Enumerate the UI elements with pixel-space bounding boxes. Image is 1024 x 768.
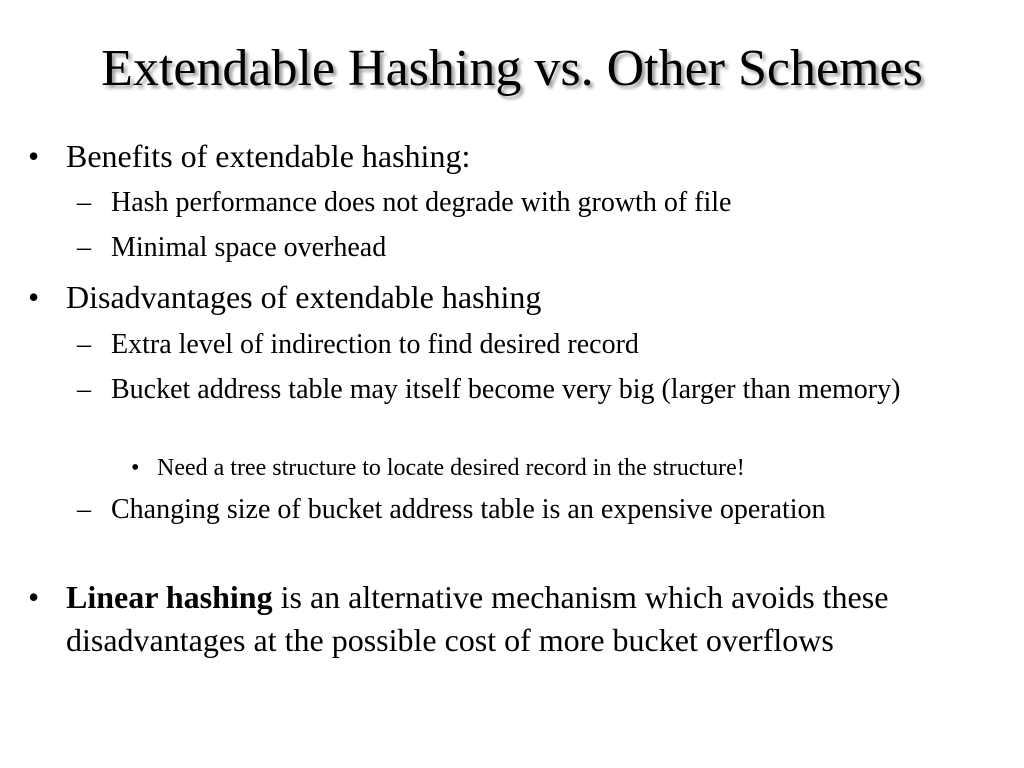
bullet-text: Benefits of extendable hashing: — [66, 138, 471, 174]
sub-bullet-changing-size — [77, 492, 871, 528]
sub-sub-bullet-tree-structure — [131, 453, 957, 483]
bullet-marker: • — [28, 279, 40, 315]
sub-bullet-table-size — [77, 372, 956, 408]
bullet-text: is an alternative mechanism which avoids these disadvantages at the possible cost of more bucket overflows — [66, 579, 889, 658]
sub-bullet-hash-performance — [77, 185, 961, 221]
sub-bullet-indirection — [77, 327, 961, 363]
slide-title: Extendable Hashing vs. Other Schemes — [101, 40, 923, 97]
bullet-linear-hashing — [28, 576, 966, 662]
sub-bullet-text: Extra level of indirection to find desired record — [111, 329, 639, 360]
sub-bullet-text: Bucket address table may itself become very big (larger than memory) — [111, 374, 901, 405]
dash-marker: – — [77, 329, 91, 360]
linear-hashing-term: Linear hashing — [66, 579, 273, 615]
dash-marker: – — [77, 374, 91, 405]
sub-bullet-space-overhead — [77, 230, 961, 266]
bullet-text: Disadvantages of extendable hashing — [66, 279, 542, 315]
sub-bullet-text: Hash performance does not degrade with growth of file — [111, 187, 732, 218]
bullet-marker: • — [28, 138, 40, 174]
bullet-benefits — [28, 135, 966, 178]
sub-bullet-text: Changing size of bucket address table is an expensive operation — [111, 494, 826, 525]
sub-bullet-text: Minimal space overhead — [111, 232, 387, 263]
bullet-disadvantages — [28, 276, 966, 319]
dash-marker: – — [77, 187, 91, 218]
bullet-marker: • — [28, 579, 40, 615]
dash-marker: – — [77, 494, 91, 525]
dash-marker: – — [77, 232, 91, 263]
bullet-marker: • — [131, 455, 140, 481]
sub-sub-bullet-text: Need a tree structure to locate desired record in the structure! — [157, 455, 745, 481]
